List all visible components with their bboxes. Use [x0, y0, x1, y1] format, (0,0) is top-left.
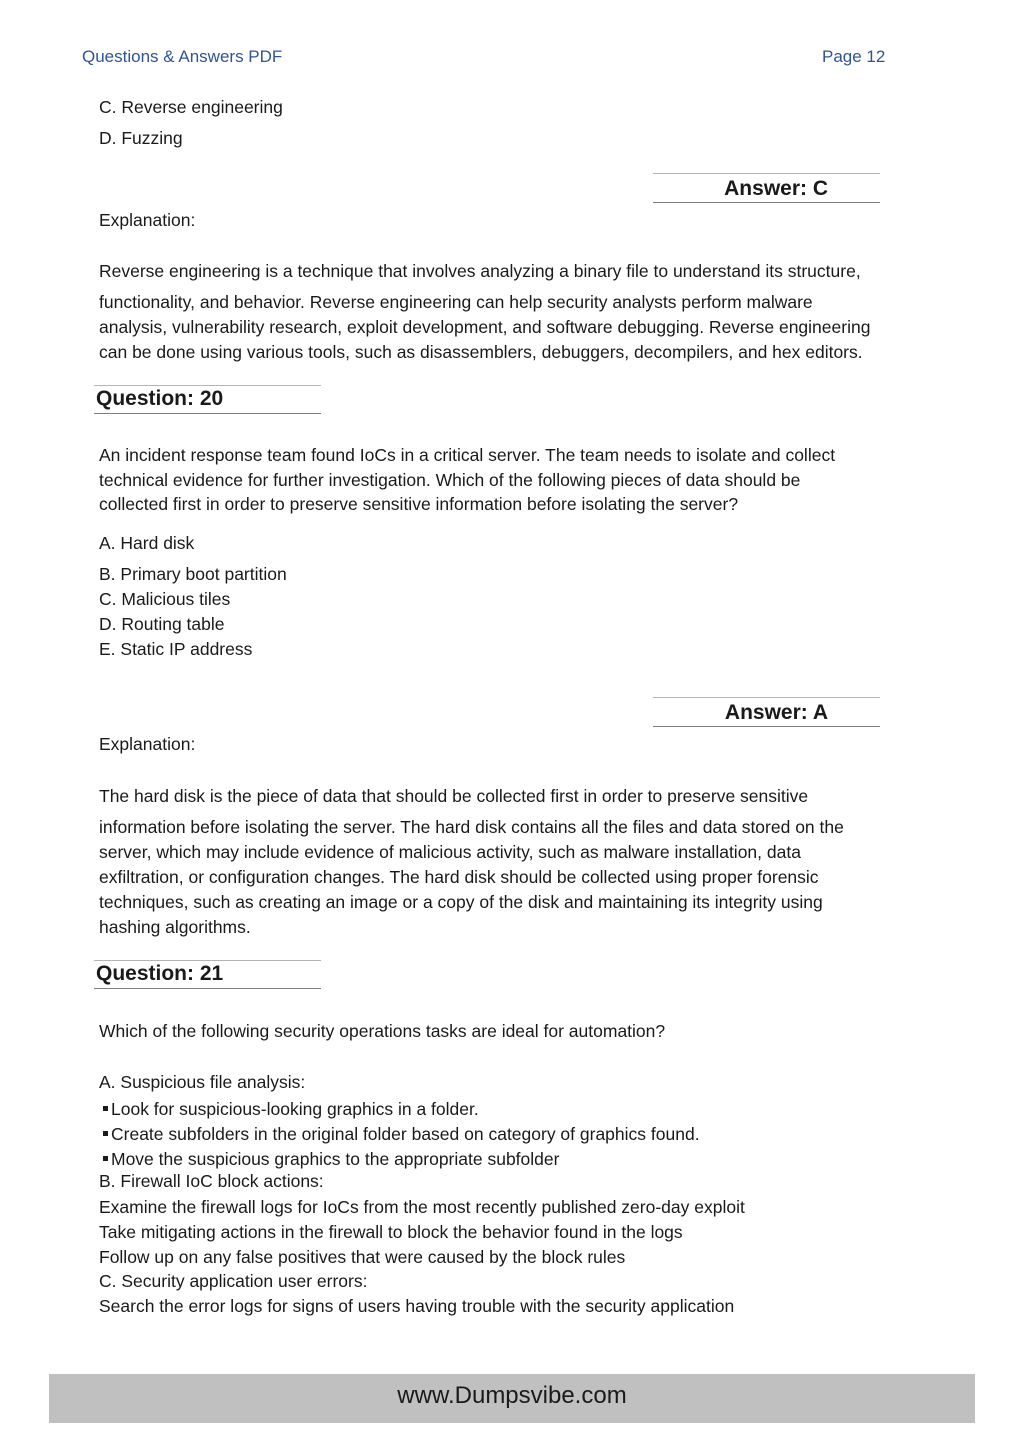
explanation-line: information before isolating the server. The hard disk contains all the files and data stored on the [99, 817, 844, 837]
explanation-label: Explanation: [99, 734, 196, 754]
answer-label: Answer: A [724, 701, 828, 724]
option-a: A. Suspicious file analysis: [99, 1072, 306, 1092]
explanation-line: can be done using various tools, such as disassemblers, debuggers, decompilers, and hex editors. [99, 342, 863, 362]
explanation-line: exfiltration, or configuration changes. The hard disk should be collected using proper forensic [99, 867, 819, 887]
question-title: Question: 21 [96, 962, 224, 985]
option-d: D. Routing table [99, 614, 225, 634]
question-heading [94, 385, 321, 414]
answer-label: Answer: C [724, 177, 828, 200]
footer-banner [49, 1374, 975, 1423]
option-c: C. Malicious tiles [99, 589, 231, 609]
answer-box [653, 173, 880, 203]
explanation-line: hashing algorithms. [99, 917, 251, 937]
question-stem-line: collected first in order to preserve sensitive information before isolating the server? [99, 494, 739, 514]
option-c-line: Search the error logs for signs of users having trouble with the security application [99, 1296, 735, 1316]
footer-url: www.Dumpsvibe.com [397, 1382, 627, 1409]
option-d: D. Fuzzing [99, 128, 183, 148]
explanation-line: analysis, vulnerability research, exploit development, and software debugging. Reverse engineering [99, 317, 871, 337]
bullet-icon [103, 1106, 108, 1111]
question-stem-line: An incident response team found IoCs in a critical server. The team needs to isolate and collect [99, 445, 836, 465]
bullet-text: Look for suspicious-looking graphics in a folder. [111, 1099, 479, 1119]
explanation-label: Explanation: [99, 210, 196, 230]
bullet-item [99, 1097, 479, 1122]
page-number: Page 12 [822, 47, 886, 66]
option-c: C. Security application user errors: [99, 1271, 368, 1291]
option-b: B. Firewall IoC block actions: [99, 1171, 324, 1191]
option-c: C. Reverse engineering [99, 97, 283, 117]
question-title: Question: 20 [96, 387, 224, 410]
bullet-text: Move the suspicious graphics to the appropriate subfolder [111, 1149, 560, 1169]
bullet-icon [103, 1131, 108, 1136]
explanation-line: server, which may include evidence of malicious activity, such as malware installation, data [99, 842, 801, 862]
option-b-line: Follow up on any false positives that were caused by the block rules [99, 1247, 626, 1267]
question-heading [94, 960, 321, 989]
explanation-line: functionality, and behavior. Reverse engineering can help security analysts perform malware [99, 292, 813, 312]
explanation-line: techniques, such as creating an image or a copy of the disk and maintaining its integrity using [99, 892, 823, 912]
explanation-line: The hard disk is the piece of data that should be collected first in order to preserve sensitive [99, 786, 809, 806]
option-b-line: Take mitigating actions in the firewall to block the behavior found in the logs [99, 1222, 683, 1242]
question-stem: Which of the following security operations tasks are ideal for automation? [99, 1021, 666, 1041]
option-b: B. Primary boot partition [99, 564, 287, 584]
bullet-icon [103, 1156, 108, 1161]
option-a: A. Hard disk [99, 533, 195, 553]
option-e: E. Static IP address [99, 639, 253, 659]
explanation-line: Reverse engineering is a technique that involves analyzing a binary file to understand its structure, [99, 261, 861, 281]
answer-box [653, 697, 880, 727]
bullet-text: Create subfolders in the original folder based on category of graphics found. [111, 1124, 700, 1144]
option-b-line: Examine the firewall logs for IoCs from the most recently published zero-day exploit [99, 1197, 745, 1217]
question-stem-line: technical evidence for further investigation. Which of the following pieces of data should be [99, 470, 801, 490]
document-title: Questions & Answers PDF [82, 47, 283, 66]
bullet-item [99, 1122, 700, 1147]
